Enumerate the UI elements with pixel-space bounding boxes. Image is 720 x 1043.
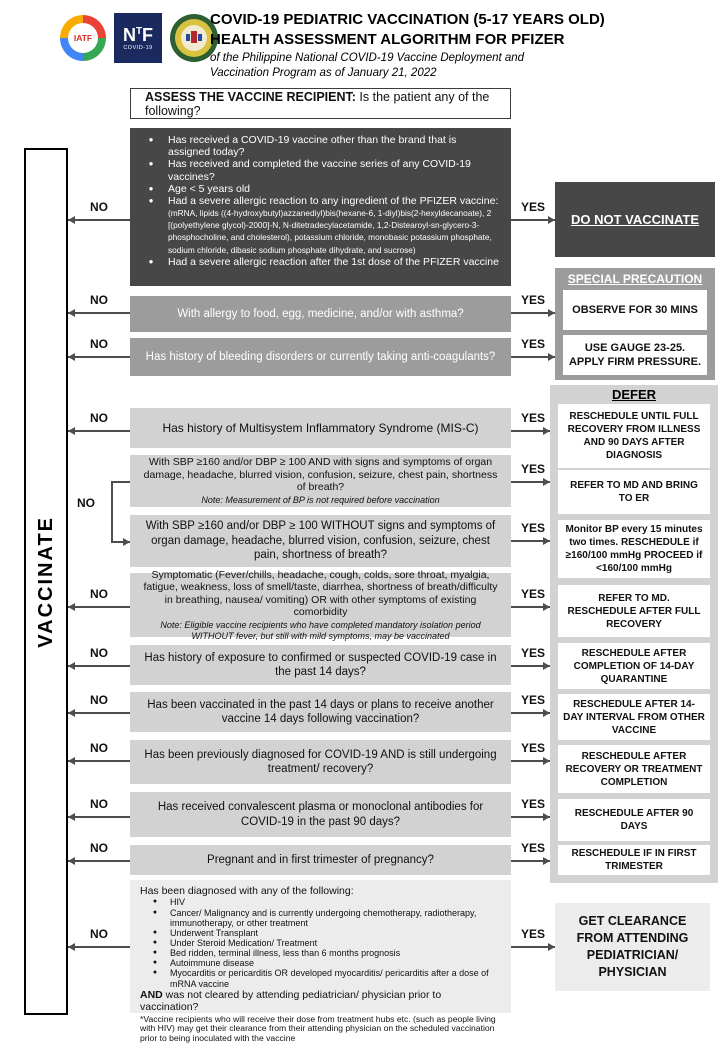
no-arrow	[68, 356, 130, 358]
symptomatic-note: Note: Eligible vaccine recipients who have completed mandatory isolation period WITHOUT fever, but still with mild symptoms, may be vaccinated	[160, 619, 481, 641]
yes-label: YES	[520, 462, 545, 476]
defer-refer-md-er-box: REFER TO MD AND BRING TO ER	[558, 470, 710, 514]
bullet-icon: ●	[152, 959, 158, 967]
bullet-icon: ●	[152, 928, 158, 936]
no-arrow	[68, 219, 130, 221]
yes-label: YES	[520, 200, 545, 214]
assess-recipient-box	[130, 88, 511, 119]
yes-label: YES	[520, 927, 545, 941]
yes-arrow	[511, 860, 550, 862]
no-label: NO	[90, 337, 108, 351]
yes-label: YES	[520, 411, 545, 425]
yes-arrow	[511, 540, 550, 542]
defer-refer-md-recovery-box: REFER TO MD. RESCHEDULE AFTER FULL RECOVERY	[558, 585, 710, 637]
condition-plasma-box: Has received convalescent plasma or monoclonal antibodies for COVID-19 in the past 90 days?	[130, 792, 511, 837]
list-item: ● Underwent Transplant	[140, 928, 501, 938]
bp-note: Note: Measurement of BP is not required before vaccination	[201, 495, 440, 505]
defer-quarantine-box: RESCHEDULE AFTER COMPLETION OF 14-DAY QUARANTINE	[558, 643, 710, 689]
use-gauge-box: USE GAUGE 23-25. APPLY FIRM PRESSURE.	[563, 335, 707, 375]
no-label: NO	[90, 693, 108, 707]
list-item: ● HIV	[140, 897, 501, 907]
no-label: NO	[90, 927, 108, 941]
list-item: ● Has received a COVID-19 vaccine other than the brand that is assigned today?	[134, 134, 501, 158]
bullet-icon: ●	[152, 939, 158, 946]
elbow-connector-vertical	[111, 481, 113, 541]
yes-arrow	[511, 481, 550, 483]
yes-arrow	[511, 712, 550, 714]
condition-symptomatic-box: Symptomatic (Fever/chills, headache, cough, colds, sore throat, myalgia, fatigue, weakness, loss of smell/taste, diarrhea, shortness of breath/difficulty in breathing, nausea/ vomiting) OR with other symptoms of existing comorbidity Note: Eligible vaccine recipients who have completed mandatory isolation period WITHOUT fever, but still with mild symptoms, may be vaccinated	[130, 573, 511, 637]
yes-arrow	[511, 946, 555, 948]
yes-label: YES	[520, 797, 545, 811]
ntf-covid19-logo	[114, 13, 162, 63]
list-item: ● Under Steroid Medication/ Treatment	[140, 938, 501, 948]
yes-label: YES	[520, 693, 545, 707]
list-item: ● Age < 5 years old	[134, 183, 501, 195]
no-label: NO	[90, 841, 108, 855]
defer-vaccine-interval-box: RESCHEDULE AFTER 14-DAY INTERVAL FROM OTHER VACCINE	[558, 694, 710, 740]
condition-pregnant-box: Pregnant and in first trimester of pregnancy?	[130, 845, 511, 875]
yes-label: YES	[520, 337, 545, 351]
no-label: NO	[90, 587, 108, 601]
condition-covid-treatment-box: Has been previously diagnosed for COVID-19 AND is still undergoing treatment/ recovery?	[130, 740, 511, 784]
get-clearance-box: GET CLEARANCE FROM ATTENDING PEDIATRICIAN/ PHYSICIAN	[555, 903, 710, 991]
no-label: NO	[77, 496, 95, 510]
iatf-ring-icon	[60, 15, 106, 61]
yes-arrow	[511, 430, 550, 432]
no-arrow	[68, 665, 130, 667]
bullet-icon: ●	[152, 969, 158, 977]
yes-arrow	[511, 665, 550, 667]
comorbidity-heading: Has been diagnosed with any of the following:	[140, 885, 354, 897]
observe-30-mins-box: OBSERVE FOR 30 MINS	[563, 290, 707, 330]
seal-emblem-blue-right	[198, 34, 202, 41]
no-label: NO	[90, 797, 108, 811]
seal-emblem-red	[191, 31, 197, 43]
condition-recent-vaccine-box: Has been vaccinated in the past 14 days or plans to receive another vaccine 14 days following vaccination?	[130, 692, 511, 732]
bullet-icon: ●	[148, 195, 154, 205]
seal-ring	[175, 19, 213, 57]
bullet-icon: ●	[152, 949, 158, 957]
special-precaution-panel	[555, 268, 715, 380]
list-item: ● Bed ridden, terminal illness, less than 6 months prognosis	[140, 948, 501, 958]
elbow-connector-arrow	[111, 541, 130, 543]
yes-label: YES	[520, 587, 545, 601]
yes-arrow	[511, 760, 550, 762]
defer-90-days-box: RESCHEDULE AFTER 90 DAYS	[558, 799, 710, 841]
condition-bp-with-symptoms-box: With SBP ≥160 and/or DBP ≥ 100 AND with signs and symptoms of organ damage, headache, blurred vision, confusion, seizure, chest pain, shortness of breath? Note: Measurement of BP is not required before vaccination	[130, 455, 511, 507]
list-item: ● Had a severe allergic reaction after the 1st dose of the PFIZER vaccine	[134, 256, 501, 268]
bullet-icon: ●	[148, 135, 154, 144]
comorbidity-footnote: *Vaccine recipients who will receive their dose from treatment hubs etc. (such as people living with HIV) may get their clearance from their attending physician on the scheduled vaccination prior to being inoculated with the vaccine	[140, 1013, 496, 1043]
no-arrow	[68, 606, 130, 608]
condition-exposure-box: Has history of exposure to confirmed or suspected COVID-19 case in the past 14 days?	[130, 645, 511, 685]
defer-treatment-completion-box: RESCHEDULE AFTER RECOVERY OR TREATMENT COMPLETION	[558, 745, 710, 793]
seal-center	[181, 25, 207, 51]
defer-panel	[550, 385, 718, 883]
defer-reschedule-illness-box: RESCHEDULE UNTIL FULL RECOVERY FROM ILLNESS AND 90 DAYS AFTER DIAGNOSIS	[558, 404, 710, 468]
no-arrow	[68, 760, 130, 762]
condition-allergy-box: With allergy to food, egg, medicine, and/or with asthma?	[130, 296, 511, 332]
comorbidity-and-line: AND was not cleared by attending pediatrician/ physician prior to vaccination?	[140, 988, 442, 1014]
bullet-icon: ●	[152, 908, 158, 916]
yes-label: YES	[520, 521, 545, 535]
vaccinate-outcome-bar	[24, 148, 68, 1015]
yes-label: YES	[520, 741, 545, 755]
do-not-vaccinate-box: DO NOT VACCINATE	[555, 182, 715, 257]
elbow-connector-top	[111, 481, 130, 483]
no-label: NO	[90, 200, 108, 214]
condition-misc-box: Has history of Multisystem Inflammatory Syndrome (MIS-C)	[130, 408, 511, 448]
ntf-logo-subtext: COVID-19	[123, 44, 153, 51]
yes-arrow	[511, 312, 555, 314]
assess-label-bold: ASSESS THE VACCINE RECIPIENT:	[145, 89, 356, 104]
special-precaution-header: SPECIAL PRECAUTION	[567, 272, 703, 286]
assess-label-rest: Is the patient any of the following?	[145, 89, 490, 118]
defer-first-trimester-box: RESCHEDULE IF IN FIRST TRIMESTER	[558, 845, 710, 875]
no-label: NO	[90, 646, 108, 660]
yes-label: YES	[520, 841, 545, 855]
condition-bleeding-box: Has history of bleeding disorders or currently taking anti-coagulants?	[130, 338, 511, 376]
yes-arrow	[511, 606, 550, 608]
bullet-icon: ●	[148, 183, 154, 193]
iatf-logo-text: IATF	[68, 23, 98, 53]
no-label: NO	[90, 293, 108, 307]
bullet-icon: ●	[152, 898, 158, 906]
no-arrow	[68, 816, 130, 818]
list-item: ● Autoimmune disease	[140, 958, 501, 968]
list-item: ● Had a severe allergic reaction to any ingredient of the PFIZER vaccine: (mRNA, lipids ((4-hydroxybutyl)azzanediyl)bis(hexane-6, 1-diyl)bis(2-hexyldecanoate), 2 [(polyethylene glycol)-2000]-N, N-ditetradecylacetamide, 1,2-Distearoyl-sn-glycero-3-phosphocholine, and cholesterol), potassium chloride, monobasic potassium phosphate, sodium chloride, dibasic sodium phosphate dihydrate, and sucrose)	[134, 195, 501, 256]
no-label: NO	[90, 741, 108, 755]
ingredient-fine-print: (mRNA, lipids ((4-hydroxybutyl)azzanediyl)bis(hexane-6, 1-diyl)bis(2-hexyldecanoate), 2 [(polyethylene glycol)-2000]-N, N-ditetradecylacetamide, 1,2-Distearoyl-sn-glycero-3-phosphocholine, and cholesterol), potassium chloride, monobasic potassium phosphate, sodium chloride, dibasic sodium phosphate dihydrate, and sucrose)	[168, 208, 492, 255]
no-arrow	[68, 430, 130, 432]
list-item: ● Cancer/ Malignancy and is currently undergoing chemotherapy, radiotherapy, immunotherapy, or other treatment	[140, 908, 501, 928]
no-arrow	[68, 946, 130, 948]
page-title-line1: COVID-19 PEDIATRIC VACCINATION (5-17 YEARS OLD)	[210, 11, 605, 28]
list-item: ● Myocarditis or pericarditis OR developed myocarditis/ pericarditis after a dose of mRNA vaccine	[140, 968, 501, 988]
yes-arrow	[511, 356, 555, 358]
list-item: ● Has received and completed the vaccine series of any COVID-19 vaccines?	[134, 158, 501, 182]
iatf-logo	[60, 15, 106, 61]
yes-arrow	[511, 816, 550, 818]
page-title-line2: HEALTH ASSESSMENT ALGORITHM FOR PFIZER	[210, 30, 565, 48]
yes-label: YES	[520, 293, 545, 307]
no-arrow	[68, 860, 130, 862]
no-label: NO	[90, 411, 108, 425]
ntf-logo-text: $N^TF$	[122, 24, 154, 45]
vaccinate-label: VACCINATE	[34, 515, 57, 648]
condition-comorbidity-box	[130, 880, 511, 1043]
yes-label: YES	[520, 646, 545, 660]
condition-contraindications-box	[130, 128, 511, 286]
no-arrow	[68, 312, 130, 314]
page-subtitle: of the Philippine National COVID-19 Vaccine Deployment and Vaccination Program as of January 21, 2022	[210, 52, 525, 79]
defer-header: DEFER	[611, 387, 657, 402]
seal-emblem-blue-left	[186, 34, 190, 41]
bullet-icon: ●	[148, 256, 154, 266]
condition-bp-without-symptoms-box: With SBP ≥160 and/or DBP ≥ 100 WITHOUT signs and symptoms of organ damage, headache, blurred vision, confusion, seizure, chest pain, shortness of breath?	[130, 515, 511, 567]
bullet-icon: ●	[148, 159, 154, 169]
no-arrow	[68, 712, 130, 714]
yes-arrow	[511, 219, 555, 221]
defer-monitor-bp-box: Monitor BP every 15 minutes two times. RESCHEDULE if ≥160/100 mmHg PROCEED if <160/100 mmHg	[558, 520, 710, 578]
